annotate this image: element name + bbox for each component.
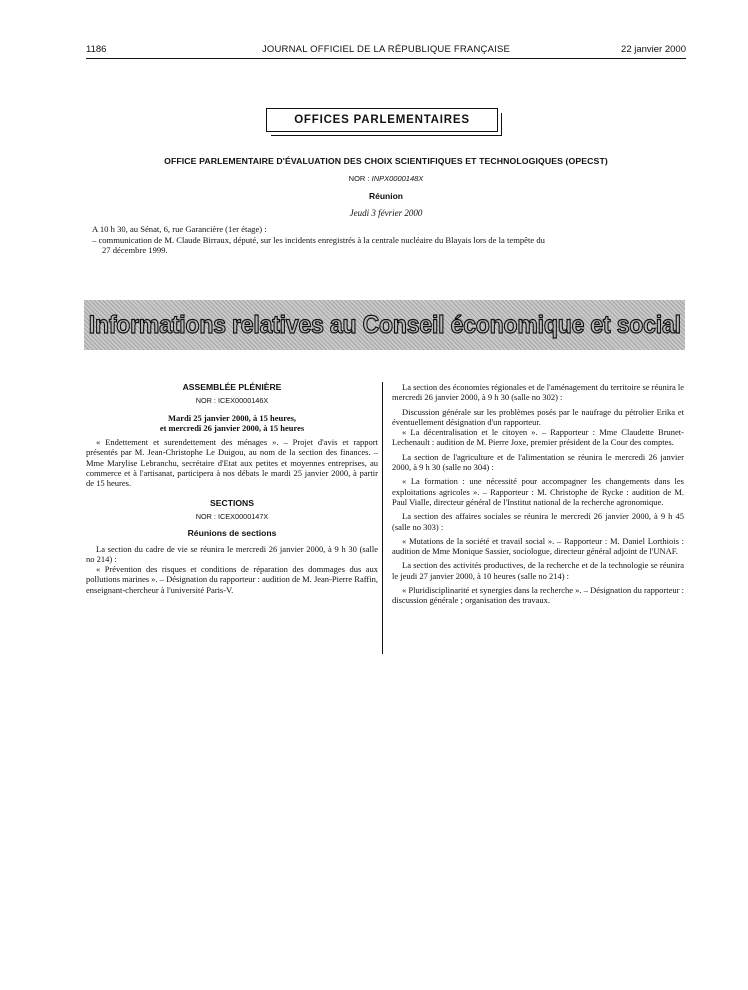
activites-productives-text: « Pluridisciplinarité et synergies dans la recherche ». – Désignation du rapporteur : discussion générale ; organisation des travaux. [392, 585, 684, 606]
eco-regionales-text: Discussion générale sur les problèmes posés par le naufrage du pétrolier Erika et éventuellement désignation d'un rapporteur. [392, 406, 684, 427]
affaires-sociales-heading: La section des affaires sociales se réunira le mercredi 26 janvier 2000, à 9 h 45 (salle no 303) : [392, 511, 684, 532]
cese-banner [84, 300, 685, 350]
assemblee-title: ASSEMBLÉE PLÉNIÈRE [182, 382, 282, 392]
offices-title: OFFICES PARLEMENTAIRES [294, 114, 470, 126]
banner-title: Informations relatives au Conseil économique et social [88, 310, 681, 339]
agriculture-text: « La formation : une nécessité pour accompagner les changements dans les exploitations agricoles ». – Rapporteur : M. Christophe de Rycke : audition de M. Paul Vialle, directeur général de l'Institut national de la recherche agronomique. [392, 476, 684, 507]
header-rule [86, 58, 686, 59]
left-column [86, 382, 378, 595]
sections-nor: NOR : ICEX0000147X [195, 511, 269, 521]
column-divider [382, 382, 383, 654]
page-header [86, 44, 686, 58]
assemblee-date [86, 413, 378, 434]
eco-regionales-heading: La section des économies régionales et de l'aménagement du territoire se réunira le mercredi 26 janvier 2000, à 9 h 30 (salle no 302) : [392, 382, 684, 403]
offices-title-box [266, 108, 498, 132]
agriculture-heading: La section de l'agriculture et de l'alimentation se réunira le mercredi 26 janvier 2000, à 9 h 30 (salle no 304) : [392, 451, 684, 473]
journal-title: JOURNAL OFFICIEL DE LA RÉPUBLIQUE FRANÇAISE [261, 44, 511, 55]
assemblee-text: « Endettement et surendettement des ménages ». – Projet d'avis et rapport présentés par M. Jean-Christophe Le Duigou, au nom de la section des finances. – Mme Marylise Lebranchu, secrétaire d'Etat aux petites et moyennes entreprises, au commerce et à l'artisanat, participera à nos débats le mardi 25 janvier 2000, à partir de 15 heures. [86, 437, 378, 489]
page-number: 1186 [86, 44, 107, 55]
nor-code: INPX0000148X [371, 174, 424, 183]
office-title: OFFICE PARLEMENTAIRE D'ÉVALUATION DES CHOIX SCIENTIFIQUES ET TECHNOLOGIQUES (OPECST) [164, 156, 608, 166]
reunions-title: Réunions de sections [187, 528, 277, 539]
assemblee-nor: NOR : ICEX0000146X [195, 396, 269, 406]
nor-label: NOR : [348, 174, 370, 183]
office-nor [86, 174, 686, 183]
meeting-location: A 10 h 30, au Sénat, 6, rue Garancière (1er étage) : [92, 224, 267, 234]
cadre-de-vie-heading: La section du cadre de vie se réunira le mercredi 26 janvier 2000, à 9 h 30 (salle no 214) : [86, 543, 378, 564]
activites-productives-heading: La section des activités productives, de la recherche et de la technologie se réunira le jeudi 27 janvier 2000, à 10 heures (salle no 214) : [392, 560, 684, 581]
right-column [392, 382, 684, 606]
issue-date: 22 janvier 2000 [621, 44, 686, 55]
reunion-heading: Réunion [369, 191, 403, 201]
meeting-date: Jeudi 3 février 2000 [349, 208, 423, 218]
sections-title: SECTIONS [210, 497, 254, 508]
cadre-de-vie-text: « Prévention des risques et conditions de réparation des dommages dus aux pollutions marines ». – Désignation du rapporteur : audition de M. Jean-Pierre Raffin, enseignant-chercheur à l'université Paris-V. [86, 564, 378, 595]
meeting-agenda-cont: 27 décembre 1999. [102, 245, 168, 255]
assemblee-date-line1: Mardi 25 janvier 2000, à 15 heures, [167, 412, 297, 423]
meeting-agenda: – communication de M. Claude Birraux, député, sur les incidents enregistrés à la centrale nucléaire du Blayais lors de la tempête du [92, 234, 545, 245]
meeting-details [92, 224, 686, 256]
assemblee-date-line2: et mercredi 26 janvier 2000, à 15 heures [159, 422, 305, 433]
decentralisation-text: « La décentralisation et le citoyen ». – Rapporteur : Mme Claudette Brunet-Lechenault : audition de M. Pierre Joxe, premier président de la Cour des comptes. [392, 427, 684, 448]
affaires-sociales-text: « Mutations de la société et travail social ». – Rapporteur : M. Daniel Lorthiois : audition de Mme Monique Sassier, sociologue, directeur général adjoint de l'UNAF. [392, 535, 684, 557]
